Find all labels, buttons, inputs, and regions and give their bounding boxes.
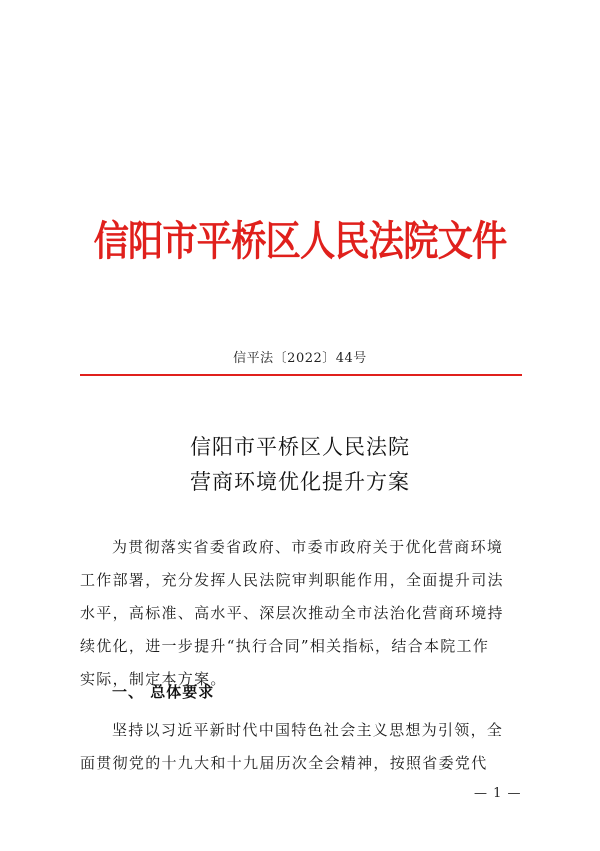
- issuer-header-title: 信阳市平桥区人民法院文件: [93, 217, 507, 265]
- paragraph-line: 水平，高标准、高水平、深层次推动全市法治化营商环境持: [80, 604, 504, 622]
- document-number: 信平法〔2022〕44号: [233, 351, 367, 366]
- section-1-paragraph: [80, 714, 522, 780]
- paragraph-line: 面贯彻党的十九大和十九届历次全会精神，按照省委党代: [80, 754, 488, 772]
- intro-paragraph: [80, 531, 522, 696]
- document-title-line-1: 信阳市平桥区人民法院: [190, 435, 410, 459]
- paragraph-line: 为贯彻落实省委省政府、市委市政府关于优化营商环境: [112, 538, 504, 556]
- paragraph-line: 续优化，进一步提升“执行合同”相关指标，结合本院工作: [80, 637, 490, 655]
- document-title-line-2: 营商环境优化提升方案: [190, 470, 410, 494]
- paragraph-line: 坚持以习近平新时代中国特色社会主义思想为引领，全: [112, 721, 504, 739]
- page-number: — 1 —: [474, 786, 522, 801]
- paragraph-line: 工作部署，充分发挥人民法院审判职能作用，全面提升司法: [80, 571, 504, 589]
- paragraph-line: 实际，制定本方案。: [80, 670, 227, 688]
- red-separator-rule: [80, 374, 522, 376]
- section-heading-general-requirements: 一、 总体要求: [112, 683, 215, 701]
